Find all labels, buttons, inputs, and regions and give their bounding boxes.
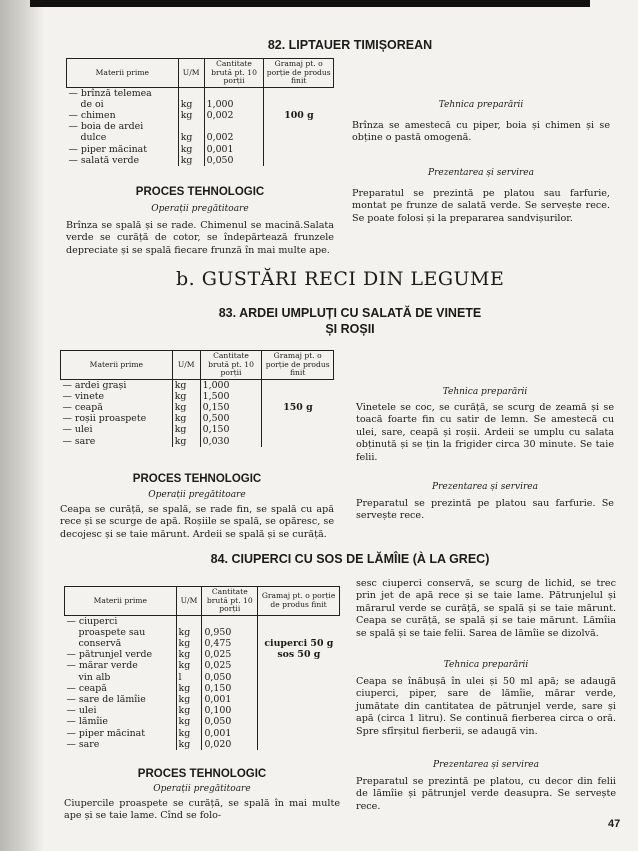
table-row: — brînză telemea bbox=[67, 87, 334, 99]
recipe-83-prep-heading: Operații pregătitoare bbox=[148, 490, 246, 500]
recipe-82-serving-heading: Prezentarea și servirea bbox=[428, 168, 534, 178]
table-row: — boia de ardei bbox=[67, 121, 334, 132]
recipe-83-technique-heading: Tehnica preparării bbox=[442, 387, 528, 397]
recipe-82-technique-heading: Tehnica preparării bbox=[438, 100, 524, 110]
col-header: Gramaj pt. o porție de produs finit bbox=[258, 587, 340, 616]
col-header: Materii prime bbox=[65, 587, 177, 616]
recipe-84-serving-heading: Prezentarea și servirea bbox=[433, 760, 539, 770]
recipe-84-serving-text: Preparatul se prezintă pe platou, cu decor din felii de lămîie și pătrunjel verde deasupra. Se servește rece. bbox=[356, 776, 616, 812]
recipe-83-technique-text: Vinetele se coc, se curăță, se scurg de zeamă și se toacă foarte fin cu satir de lemn. Se amestecă cu ulei, sare, ceapă și roșii. Ardeii se umplu cu salata obținută și se țin la frigider circa 30 minute. Se taie felii. bbox=[356, 402, 614, 463]
table-row: — mărar verde kg 0,025 bbox=[65, 660, 340, 671]
table-row: — pătrunjel verde kg 0,025 sos 50 g bbox=[65, 649, 340, 660]
table-row: — ardei grași kg 1,000 bbox=[61, 379, 334, 391]
col-header: Gramaj pt. o porție de produs finit bbox=[264, 59, 334, 88]
top-scan-edge bbox=[30, 0, 590, 7]
col-header: Materii prime bbox=[61, 351, 173, 380]
section-b-title: b. GUSTĂRI RECI DIN LEGUME bbox=[176, 268, 505, 290]
recipe-84-process-heading: PROCES TEHNOLOGIC bbox=[137, 768, 267, 780]
table-row: dulce kg 0,002 bbox=[67, 132, 334, 143]
col-header: Gramaj pt. o porție de produs finit bbox=[262, 351, 334, 380]
recipe-83-serving-text: Preparatul se prezintă pe platou sau farfurie. Se servește rece. bbox=[356, 498, 614, 522]
recipe-82-prep-text: Brînza se spală și se rade. Chimenul se macină.Salata verde se curăță de cotor, se îndepărtează frunzele depreciate și se spală fiecare frunză în mai multe ape. bbox=[66, 220, 334, 256]
col-header: U/M bbox=[178, 59, 204, 88]
table-row: — roșii proaspete kg 0,500 bbox=[61, 413, 334, 424]
col-header: Cantitate brută pt. 10 porții bbox=[200, 351, 262, 380]
table-row: — chimen kg 0,002 100 g bbox=[67, 110, 334, 121]
col-header: U/M bbox=[176, 587, 202, 616]
table-row: conservă kg 0,475 ciuperci 50 g bbox=[65, 638, 340, 649]
recipe-83-title-line2: ȘI ROȘII bbox=[325, 322, 375, 336]
recipe-82-ingredients-table bbox=[66, 58, 334, 166]
recipe-84-technique-heading: Tehnica preparării bbox=[443, 660, 529, 670]
table-row: — lămîie kg 0,050 bbox=[65, 716, 340, 727]
recipe-82-serving-text: Preparatul se prezintă pe platou sau farfurie, montat pe frunze de salată verde. Se servește rece. Se poate folosi și la prepararea sandvișurilor. bbox=[352, 188, 610, 224]
page-number: 47 bbox=[608, 818, 621, 830]
table-row: — sare kg 0,020 bbox=[65, 739, 340, 750]
recipe-83-title-line1: 83. ARDEI UMPLUȚI CU SALATĂ DE VINETE bbox=[218, 306, 482, 320]
table-row: — ulei kg 0,100 bbox=[65, 705, 340, 716]
page-gutter-shadow bbox=[0, 0, 44, 851]
table-row: — ciuperci bbox=[65, 615, 340, 627]
table-row: — sare de lămîie kg 0,001 bbox=[65, 694, 340, 705]
recipe-83-ingredients-table bbox=[60, 350, 334, 447]
table-row: — salată verde kg 0,050 bbox=[67, 155, 334, 166]
table-row: — vinete kg 1,500 bbox=[61, 391, 334, 402]
table-row: — ulei kg 0,150 bbox=[61, 424, 334, 435]
col-header: Cantitate brută pt. 10 porții bbox=[202, 587, 258, 616]
recipe-82-prep-heading: Operații pregătitoare bbox=[151, 204, 249, 214]
recipe-84-ingredients-table bbox=[64, 586, 340, 750]
col-header: U/M bbox=[172, 351, 200, 380]
recipe-83-prep-text: Ceapa se curăță, se spală, se rade fin, se spală cu apă rece și se scurge de apă. Roșiile se spală, se opăresc, se decojesc și se taie mărunt. Ardeii se spală și se curăță. bbox=[60, 504, 334, 540]
table-row: vin alb l 0,050 bbox=[65, 672, 340, 683]
table-row: — ceapă kg 0,150 150 g bbox=[61, 402, 334, 413]
recipe-84-prep-text: Ciupercile proaspete se curăță, se spală în mai multe ape și se taie lame. Cînd se folo- bbox=[64, 798, 340, 822]
recipe-84-prep-text-continued: sesc ciuperci conservă, se scurg de lichid, se trec prin jet de apă rece și se taie lame. Pătrunjelul și mărarul verde se curăță, se spală și se taie mărunt. Ceapa se curăță, se spală și se taie mărunt. Lămîia se spală și se taie felii. Sarea de lămîie se dizolvă. bbox=[356, 578, 616, 639]
table-row: proaspete sau kg 0,950 bbox=[65, 627, 340, 638]
recipe-84-technique-text: Ceapa se înăbușă în ulei și 50 ml apă; se adaugă ciuperci, piper, sare de lămîie, mărar verde, jumătate din cantitatea de pătrunjel verde, sare și apă (circa 1 litru). Se continuă fierberea circa o oră. Spre sfîrșitul fierberii, se adaugă vin. bbox=[356, 676, 616, 737]
recipe-84-title: 84. CIUPERCI CU SOS DE LĂMÎIE (À LA GREC) bbox=[210, 552, 490, 566]
recipe-82-process-heading: PROCES TEHNOLOGIC bbox=[135, 186, 265, 198]
table-row: — sare kg 0,030 bbox=[61, 436, 334, 447]
recipe-82-technique-text: Brînza se amestecă cu piper, boia și chimen și se obține o pastă omogenă. bbox=[352, 120, 610, 144]
col-header: Materii prime bbox=[67, 59, 179, 88]
recipe-83-process-heading: PROCES TEHNOLOGIC bbox=[132, 473, 262, 485]
recipe-84-prep-heading: Operații pregătitoare bbox=[153, 784, 251, 794]
table-row: — ceapă kg 0,150 bbox=[65, 683, 340, 694]
recipe-83-serving-heading: Prezentarea și servirea bbox=[432, 482, 538, 492]
table-row: — piper măcinat kg 0,001 bbox=[65, 728, 340, 739]
table-row: — piper măcinat kg 0,001 bbox=[67, 144, 334, 155]
table-row: de oi kg 1,000 bbox=[67, 99, 334, 110]
col-header: Cantitate brută pt. 10 porții bbox=[204, 59, 264, 88]
recipe-82-title: 82. LIPTAUER TIMIȘOREAN bbox=[267, 38, 433, 52]
